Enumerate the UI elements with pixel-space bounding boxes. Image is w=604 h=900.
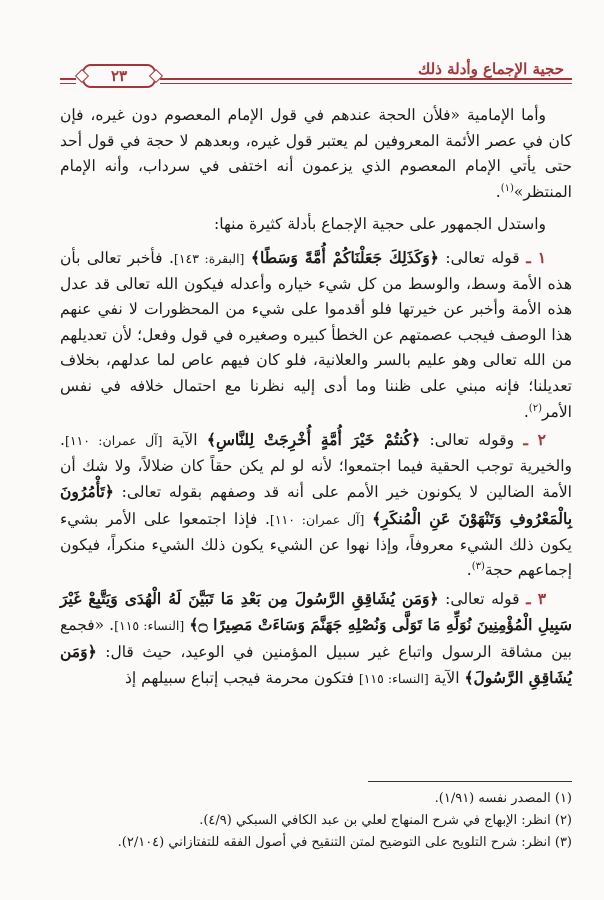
header-rule-left xyxy=(60,78,76,80)
quran-verse: ﴿وَمَن يُشَاقِقِ الرَّسُولَ مِن بَعْدِ مَا تَبَيَّنَ لَهُ الْهُدَى وَيَتَّبِعْ غَيْرَ سَبِيلِ الْمُؤْمِنِينَ نُوَلِّهِ مَا تَوَلَّى وَنُصْلِهِ جَهَنَّمَ وَسَاءَتْ مَصِيرًا ۝﴾ xyxy=(60,588,573,635)
item-number: ٣ ـ xyxy=(526,588,547,608)
verse-reference: [البقرة: ١٤٣] xyxy=(173,250,245,266)
footnote-marker: (١) xyxy=(500,182,514,194)
footnote-2: (٢) انظر: الإبهاج في شرح المنهاج لعلي بن عبد الكافي السبكي (٤/٩). xyxy=(199,813,572,828)
quran-verse: ﴿تَأْمُرُونَ بِالْمَعْرُوفِ وَتَنْهَوْنَ عَنِ الْمُنكَرِ﴾ xyxy=(60,482,573,528)
page-header xyxy=(60,58,572,90)
header-rule-thin xyxy=(160,83,572,84)
main-text xyxy=(60,103,572,694)
quran-verse: ﴿كُنتُمْ خَيْرَ أُمَّةٍ أُخْرِجَتْ لِلنَّاسِ﴾ xyxy=(206,430,421,450)
paragraph-imamiyya: وأما الإمامية «فلأن الحجة عندهم في قول الإمام المعصوم دون غيره، فإن كان في عصر الأئمة المعروفين لم يعتبر قول غيره، وبعدهم لا حجة في قول أحد حتى يأتي الإمام المعصوم الذي يزعمون أنه اختفى في سرداب، وأنه الإمام المنتظر»$^{(١)}$. xyxy=(60,106,572,201)
quran-verse: ﴿وَمَن يُشَاقِقِ الرَّسُولَ﴾ xyxy=(60,641,572,688)
header-rule xyxy=(160,78,572,80)
quran-verse: ﴿وَكَذَلِكَ جَعَلْنَاكُمْ أُمَّةً وَسَطًا﴾ xyxy=(250,247,439,267)
footnote-3: (٣) انظر: شرح التلويح على التوضيح لمتن التنقيح في أصول الفقه للتفتازاني (٢/١٠٤). xyxy=(117,835,572,850)
running-title: حجية الإجماع وأدلة ذلك xyxy=(418,60,564,78)
item-number: ٢ ـ xyxy=(523,430,546,450)
evidence-item-1: ١ ـ قوله تعالى: ﴿وَكَذَلِكَ جَعَلْنَاكُمْ أُمَّةً وَسَطًا﴾ [البقرة: ١٤٣]. فأخبر تعالى بأن هذه الأمة وسط، والوسط من كل شيء خياره وأعدله فيكون الله تعالى قد عدل هذه الأمة وأخبر عن خيرتها فلو أقدموا على شيء من المحظورات لا نفي عنهم هذا الوصف فيجب عصمتهم عن الخطأ كبيره وصغيره في قول وفعل؛ لأن تعديلهم من الله تعالى وهو عليم بالسر والعلانية، فلو كان فيهم عاص لما عدلهم، بخلاف تعديلنا؛ فإنه مبني على ظننا وما أدى إليه نظرنا مع احتمال خلافه في نفس الأمر$^{(٢)}$. xyxy=(60,247,572,421)
footnote-marker: (٣) xyxy=(471,560,485,572)
page-number: ٢٣ xyxy=(82,64,156,88)
item-number: ١ ـ xyxy=(526,247,547,267)
footnote-1: (١) المصدر نفسه (١/٩١). xyxy=(434,791,572,806)
footnotes xyxy=(60,788,572,854)
footnote-separator xyxy=(368,781,572,782)
header-rule-left-thin xyxy=(60,83,76,84)
verse-reference: [آل عمران: ١١٠] xyxy=(269,511,365,527)
evidence-item-2: ٢ ـ وقوله تعالى: ﴿كُنتُمْ خَيْرَ أُمَّةٍ أُخْرِجَتْ لِلنَّاسِ﴾ الآية [آل عمران: ١١٠]. والخيرية توجب الحقية فيما اجتمعوا؛ لأنه لو لم يكن حقاً كان ضلالاً، ولا شك أن الأمة الضالين لا يكونون خير الأمم على أنه قد وصفهم بقوله تعالى: ﴿تَأْمُرُونَ بِالْمَعْرُوفِ وَتَنْهَوْنَ عَنِ الْمُنكَرِ﴾ [آل عمران: ١١٠]. فإذا اجتمعوا على الأمر بشيء يكون ذلك الشيء معروفاً، وإذا نهوا عن الشيء يكون ذلك الشيء منكراً، فيكون إجماعهم حجة$^{(٣)}$. xyxy=(60,430,573,580)
paragraph-intro: واستدل الجمهور على حجية الإجماع بأدلة كثيرة منها: xyxy=(214,215,546,234)
evidence-item-3: ٣ ـ قوله تعالى: ﴿وَمَن يُشَاقِقِ الرَّسُولَ مِن بَعْدِ مَا تَبَيَّنَ لَهُ الْهُدَى وَيَتَّبِعْ غَيْرَ سَبِيلِ الْمُؤْمِنِينَ نُوَلِّهِ مَا تَوَلَّى وَنُصْلِهِ جَهَنَّمَ وَسَاءَتْ مَصِيرًا ۝﴾ [النساء: ١١٥]. «فجمع بين مشاقة الرسول واتباع غير سبيل المؤمنين في الوعيد، حيث قال: ﴿وَمَن يُشَاقِقِ الرَّسُولَ﴾ الآية [النساء: ١١٥] فتكون محرمة فيجب إتباع سبيلهم إذ xyxy=(60,588,573,688)
verse-reference: [النساء: ١١٥] xyxy=(358,671,429,687)
verse-reference: [النساء: ١١٥] xyxy=(114,618,185,634)
verse-reference: [آل عمران: ١١٠] xyxy=(64,433,163,449)
footnote-marker: (٢) xyxy=(528,402,542,414)
